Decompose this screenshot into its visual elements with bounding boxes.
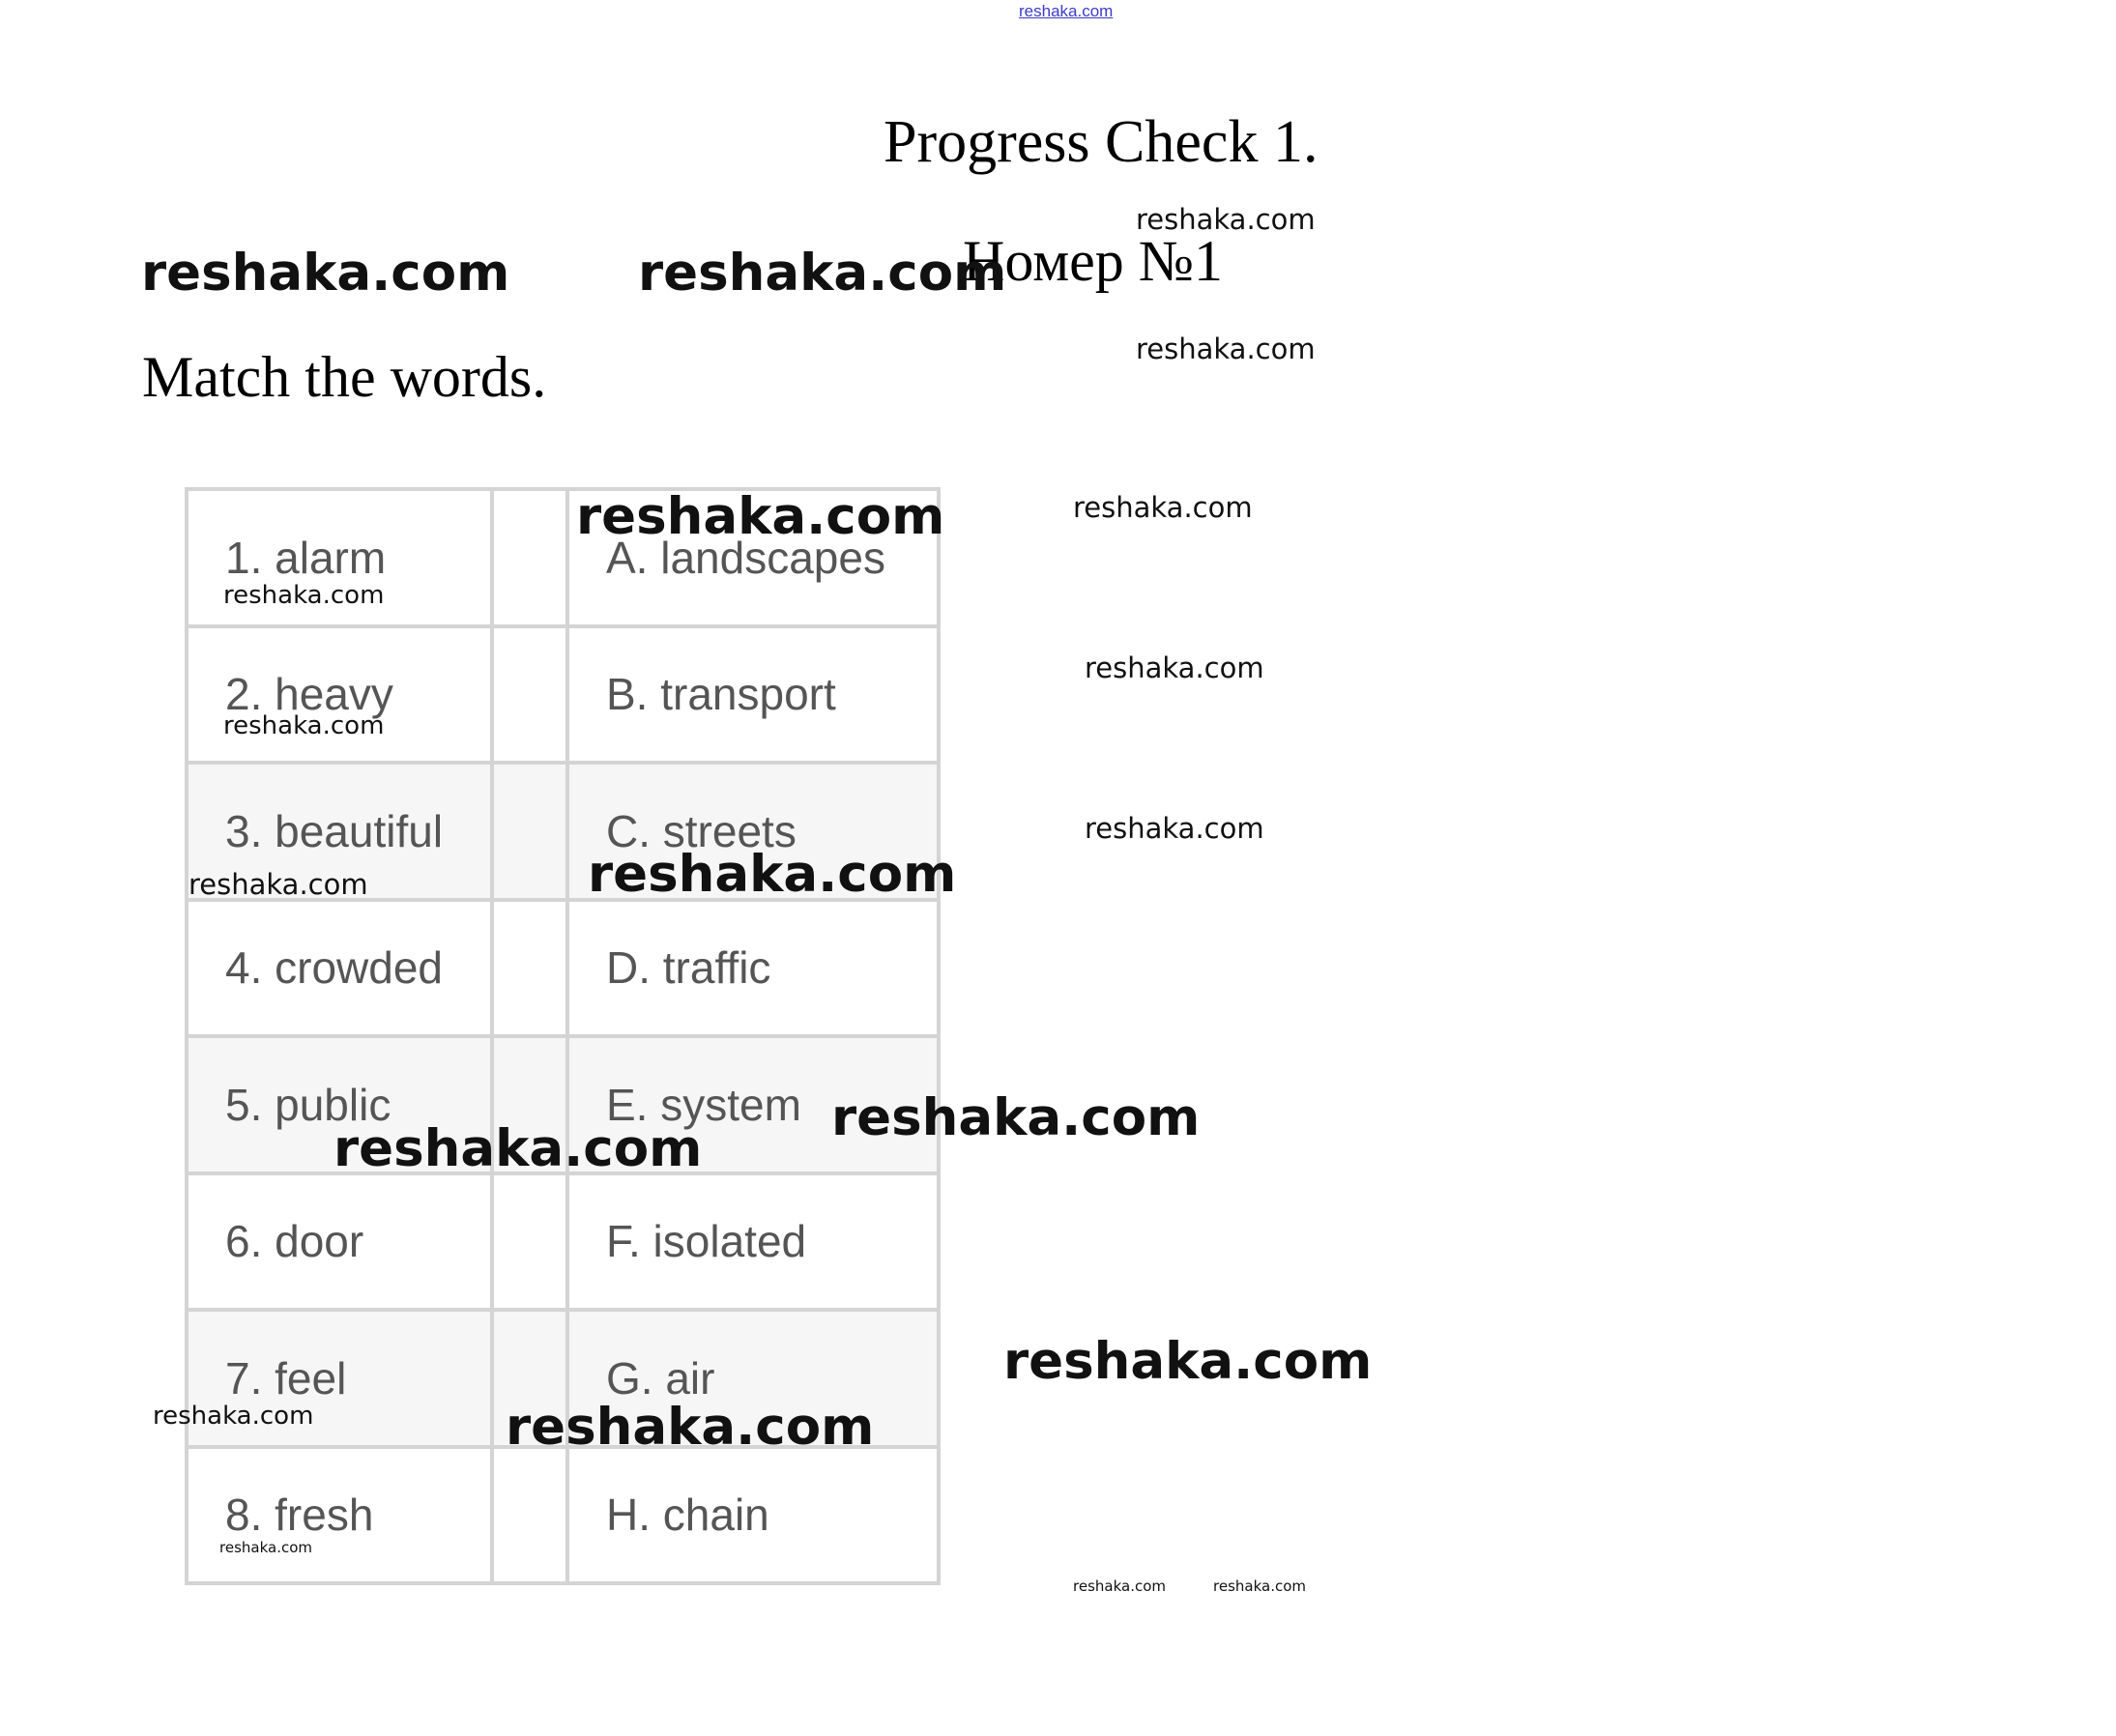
table-row — [187, 900, 939, 1037]
watermark: reshaka.com — [1073, 1577, 1166, 1595]
table-row — [187, 1447, 939, 1584]
watermark: reshaka.com — [1003, 1332, 1373, 1391]
watermark: reshaka.com — [1136, 333, 1316, 365]
right-word-cell: G. air — [567, 1310, 939, 1447]
exercise-number: Номер №1 — [963, 229, 1224, 293]
instruction-text: Match the words. — [142, 345, 547, 409]
page-title: Progress Check 1. — [884, 109, 1319, 175]
watermark: reshaka.com — [831, 1088, 1201, 1147]
watermark: reshaka.com — [1073, 491, 1253, 524]
watermark: reshaka.com — [576, 487, 945, 546]
watermark: reshaka.com — [588, 845, 957, 904]
table-row — [187, 1173, 939, 1311]
watermark: reshaka.com — [1085, 651, 1264, 684]
answer-cell — [492, 1173, 567, 1311]
watermark: reshaka.com — [223, 711, 385, 740]
answer-cell — [492, 626, 567, 764]
left-word-cell: 2. heavy — [187, 626, 492, 764]
watermark: reshaka.com — [1213, 1577, 1306, 1595]
left-word-cell: 5. public — [187, 1036, 492, 1173]
watermark: reshaka.com — [333, 1119, 703, 1178]
watermark: reshaka.com — [219, 1539, 312, 1556]
left-word-cell: 1. alarm — [187, 489, 492, 626]
answer-cell — [492, 1447, 567, 1584]
watermark: reshaka.com — [1136, 203, 1316, 236]
table-row — [187, 626, 939, 764]
right-word-cell: E. system — [567, 1036, 939, 1173]
left-word-cell: 3. beautiful — [187, 763, 492, 900]
left-word-cell: 8. fresh — [187, 1447, 492, 1584]
watermark: reshaka.com — [1085, 812, 1264, 845]
answer-cell — [492, 763, 567, 900]
answer-cell — [492, 900, 567, 1037]
right-word-cell: B. transport — [567, 626, 939, 764]
site-link[interactable]: reshaka.com — [1019, 2, 1114, 20]
right-word-cell: H. chain — [567, 1447, 939, 1584]
watermark: reshaka.com — [141, 244, 510, 303]
watermark: reshaka.com — [153, 1402, 314, 1431]
left-word-cell: 4. crowded — [187, 900, 492, 1037]
left-word-cell: 7. feel — [187, 1310, 492, 1447]
right-word-cell: D. traffic — [567, 900, 939, 1037]
watermark: reshaka.com — [188, 868, 368, 901]
right-word-cell: F. isolated — [567, 1173, 939, 1311]
watermark: reshaka.com — [223, 581, 385, 610]
watermark: reshaka.com — [506, 1398, 875, 1457]
answer-cell — [492, 489, 567, 626]
watermark: reshaka.com — [638, 244, 1007, 303]
left-word-cell: 6. door — [187, 1173, 492, 1311]
right-word-cell: A. landscapes — [567, 489, 939, 626]
right-word-cell: C. streets — [567, 763, 939, 900]
